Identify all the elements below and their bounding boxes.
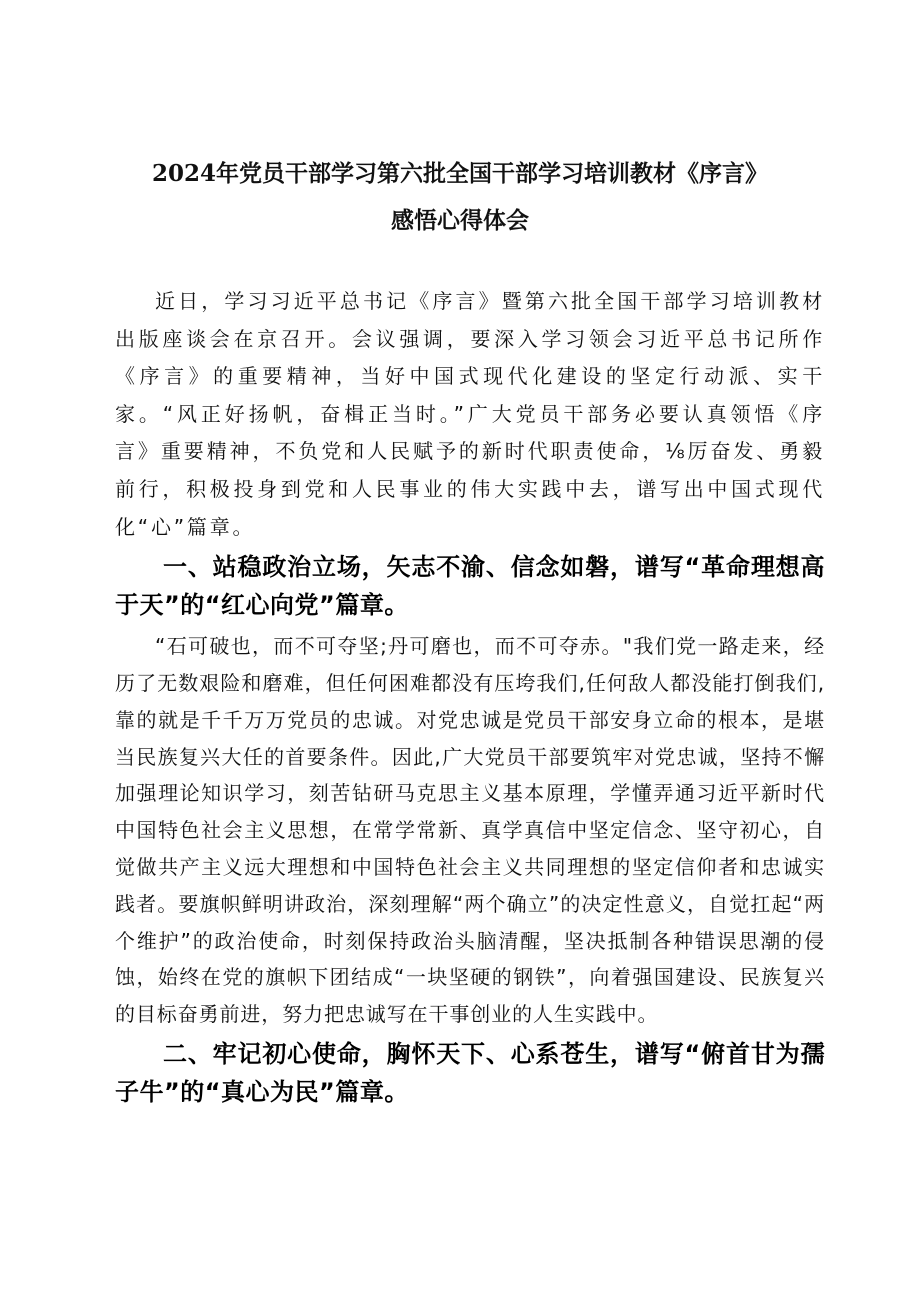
- title-line-1: 2024年党员干部学习第六批全国干部学习培训教材《序言》: [151, 160, 768, 187]
- intro-paragraph: 近日，学习习近平总书记《序言》暨第六批全国干部学习培训教材出版座谈会在京召开。会议强调，要深入学习领会习近平总书记所作《序言》的重要精神，当好中国式现代化建设的坚定行动派、实干家。“风正好扬帆，奋楫正当时。”广大党员干部务必要认真领悟《序言》重要精神，不负党和人民赋予的新时代职责使命，⅛厉奋发、勇毅前行，积极投身到党和人民事业的伟大实践中去，谱写出中国式现代化“心”篇章。: [115, 289, 825, 539]
- document-title: [0, 150, 920, 244]
- section-2-heading: 二、牢记初心使命，胸怀天下、心系苍生，谱写“俯首甘为孺子牛”的“真心为民”篇章。: [115, 1039, 825, 1106]
- title-line-2: 感悟心得体会: [391, 207, 529, 234]
- document-body: [115, 283, 825, 1115]
- section-1-paragraph: “石可破也，而不可夺坚;丹可磨也，而不可夺赤。"我们党一路走来，经历了无数艰险和磨难，但任何困难都没有压垮我们,任何敌人都没能打倒我们,靠的就是千千万万党员的忠诚。对党忠诚是党员干部安身立命的根本，是堪当民族复兴大任的首要条件。因此,广大党员干部要筑牢对党忠诚，坚持不懈加强理论知识学习，刻苦钻研马克思主义基本原理，学懂弄通习近平新时代中国特色社会主义思想，在常学常新、真学真信中坚定信念、坚守初心，自觉做共产主义远大理想和中国特色社会主义共同理想的坚定信仰者和忠诚实践者。要旗帜鲜明讲政治，深刻理解“两个确立”的决定性意义，自觉扛起“两个维护”的政治使命，时刻保持政治头脑清醒，坚决抵制各种错误思潮的侵蚀，始终在党的旗帜下团结成“一块坚硬的钢铁”，向着强国建设、民族复兴的目标奋勇前进，努力把忠诚写在干事创业的人生实践中。: [115, 634, 825, 1027]
- section-1-heading: 一、站稳政治立场，矢志不渝、信念如磐，谱写“革命理想高于天”的“红心向党”篇章。: [115, 553, 825, 620]
